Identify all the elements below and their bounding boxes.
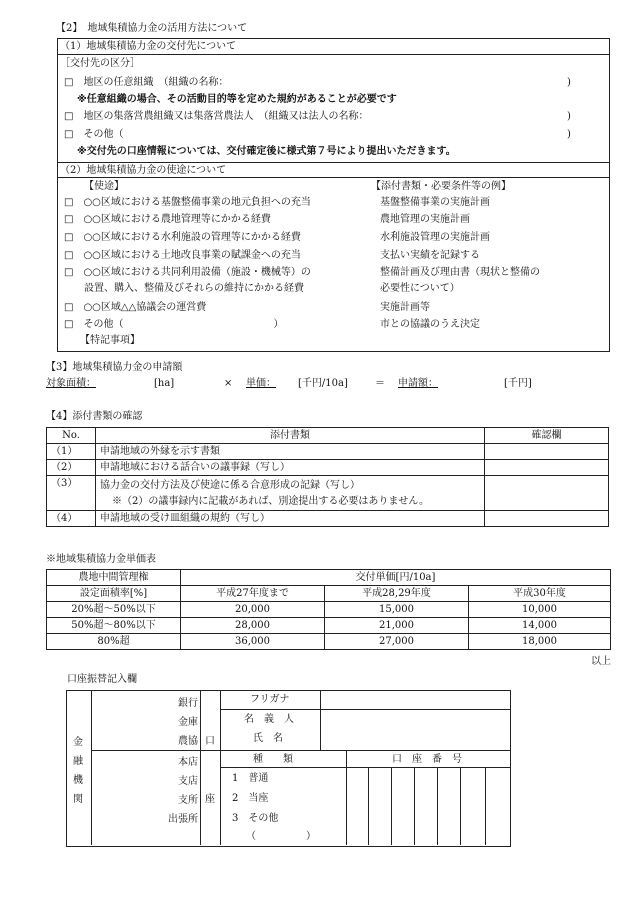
- end-mark: 以上: [591, 656, 611, 667]
- subsection-2-title: （2）地域集積協力金の使途について: [60, 165, 227, 176]
- row-doc: 申請地域の外縁を示す書類: [96, 444, 485, 460]
- check-cell[interactable]: [485, 476, 609, 511]
- area-unit: [ha]: [154, 378, 175, 389]
- price-label: 単価：: [246, 378, 276, 389]
- recipient-option-farming-org[interactable]: □ 地区の集落営農組織又は集落営農法人 （組織又は法人の名称：: [64, 111, 369, 122]
- use-document: 農地管理の実施計画: [380, 214, 470, 225]
- row-doc-note: ※（2）の議事録内に記載があれば、別途提出する必要はありません。: [112, 496, 429, 507]
- type-shucchojo: 出張所: [168, 814, 198, 825]
- rate-table: [46, 569, 611, 650]
- use-document: 基盤整備事業の実施計画: [380, 197, 490, 208]
- rate-value: 10,000: [469, 602, 611, 618]
- rate-row-label: 80%超: [47, 634, 181, 650]
- account-number-input[interactable]: [348, 769, 508, 844]
- use-header: 【使途】: [84, 181, 124, 192]
- bango-label: 口 座 番 号: [392, 754, 462, 765]
- kou-label: 口: [205, 736, 215, 747]
- attachment-table: [46, 427, 609, 527]
- type-other-input[interactable]: （ ）: [246, 831, 316, 842]
- times-sign: ×: [224, 378, 233, 389]
- use-item[interactable]: □ ○○区域における土地改良事業の賦課金への充当: [64, 250, 301, 261]
- paren-close: ): [567, 111, 571, 122]
- use-document: 実施計画等: [380, 302, 430, 313]
- type-futsu[interactable]: 1 普通: [232, 773, 269, 784]
- section-3-title: 【3】地域集積協力金の申請額: [46, 362, 183, 373]
- check-cell[interactable]: [485, 460, 609, 476]
- col-check: 確認欄: [485, 428, 609, 444]
- za-label: 座: [205, 794, 215, 805]
- note-voluntary-org: ※任意組織の場合、その活動目的等を定めた規約があることが必要です: [77, 94, 397, 105]
- type-toza[interactable]: 2 当座: [232, 793, 269, 804]
- apply-label: 申請額：: [398, 378, 438, 389]
- branch-type-list: [150, 753, 198, 829]
- type-shiten: 支店: [178, 776, 198, 787]
- section-2-title: 【2】 地域集積協力金の活用方法について: [56, 23, 248, 34]
- rate-value: 27,000: [325, 634, 469, 650]
- use-item[interactable]: □ その他（ ）: [64, 319, 284, 330]
- use-document: 整備計画及び理由書（現状と整備の: [380, 267, 540, 278]
- rate-h2: 設定面積率[%]: [47, 586, 181, 602]
- check-cell[interactable]: [485, 511, 609, 527]
- row-doc-3: [96, 476, 485, 511]
- row-no: （2）: [47, 460, 96, 476]
- row-no: （3）: [47, 476, 96, 511]
- use-document: 水利施設管理の実施計画: [380, 232, 490, 243]
- rate-value: 36,000: [181, 634, 325, 650]
- unit-price-field[interactable]: [246, 378, 354, 390]
- rate-value: 14,000: [469, 618, 611, 634]
- document-header: 【添付書類・必要条件等の例】: [371, 181, 511, 192]
- recipient-option-voluntary[interactable]: □ 地区の任意組織 （組織の名称：: [64, 77, 229, 88]
- col-doc: 添付書類: [96, 428, 485, 444]
- use-item[interactable]: □ ○○区域における基盤整備事業の地元負担への充当: [64, 197, 311, 208]
- rate-value: 21,000: [325, 618, 469, 634]
- side-char: 機: [73, 775, 83, 786]
- row-doc: 申請地域における話合いの議事録（写し）: [96, 460, 485, 476]
- recipient-option-other[interactable]: □ その他（: [64, 129, 124, 140]
- use-document: 市との協議のうえ決定: [380, 319, 480, 330]
- side-char: 融: [73, 756, 83, 767]
- shimei-label: 氏 名: [253, 733, 283, 744]
- rate-value: 15,000: [325, 602, 469, 618]
- row-no: （1）: [47, 444, 96, 460]
- use-document: 必要性について）: [380, 283, 460, 294]
- type-shisho: 支所: [178, 795, 198, 806]
- type-other[interactable]: 3 その他: [232, 813, 279, 824]
- account-section-title: 口座振替記入欄: [67, 674, 137, 685]
- paren-close: ): [567, 77, 571, 88]
- use-item: 設置、購入、整備及びそれらの維持にかかる経費: [64, 283, 304, 294]
- remarks-label: 【特記事項】: [80, 335, 140, 346]
- bank-type-list: [168, 694, 198, 751]
- holder-name-input[interactable]: [322, 711, 508, 749]
- furigana-label: フリガナ: [250, 694, 290, 705]
- type-honten: 本店: [178, 757, 198, 768]
- meigi-label: 名 義 人: [244, 714, 294, 725]
- rate-col: 平成28,29年度: [325, 586, 469, 602]
- rate-row-label: 50%超～80%以下: [47, 618, 181, 634]
- check-cell[interactable]: [485, 444, 609, 460]
- use-item[interactable]: □ ○○区域における共同利用設備（施設・機械等）の: [64, 267, 311, 278]
- rate-col: 平成27年度まで: [181, 586, 325, 602]
- shurui-label: 種 類: [253, 754, 293, 765]
- use-document: 支払い実績を記録する: [380, 250, 480, 261]
- price-unit: [千円/10a]: [298, 378, 348, 389]
- kinyu-kikan-side: [73, 733, 85, 809]
- rate-value: 28,000: [181, 618, 325, 634]
- equals-sign: ＝: [375, 378, 385, 389]
- use-item[interactable]: □ ○○区域における水利施設の管理等にかかる経費: [64, 232, 301, 243]
- rate-table-title: ※地域集積協力金単価表: [46, 554, 156, 565]
- area-label: 対象面積：: [46, 378, 96, 389]
- side-char: 関: [73, 794, 83, 805]
- rate-h-top: 交付単価[円/10a]: [181, 570, 611, 586]
- note-account-info: ※交付先の口座情報については、交付確定後に様式第７号により提出いただきます。: [77, 146, 456, 157]
- paren-close: ): [567, 129, 571, 140]
- subsection-1-title: （1）地域集積協力金の交付先について: [60, 41, 237, 52]
- type-kinko: 金庫: [178, 717, 198, 728]
- row-no: （4）: [47, 511, 96, 527]
- apply-amount-field[interactable]: [398, 378, 546, 390]
- type-nokyo: 農協: [178, 736, 198, 747]
- rate-value: 18,000: [469, 634, 611, 650]
- area-field[interactable]: [46, 378, 198, 390]
- apply-unit: [千円]: [504, 378, 532, 389]
- use-item[interactable]: □ ○○区域△△協議会の運営費: [64, 302, 207, 313]
- side-char: 金: [73, 737, 83, 748]
- rate-h1: 農地中間管理権: [47, 570, 181, 586]
- recipient-category-label: ［交付先の区分］: [60, 58, 140, 69]
- rate-row-label: 20%超～50%以下: [47, 602, 181, 618]
- rate-value: 20,000: [181, 602, 325, 618]
- row-doc: 申請地域の受け皿組織の規約（写し）: [96, 511, 485, 527]
- use-item[interactable]: □ ○○区域における農地管理等にかかる経費: [64, 214, 271, 225]
- col-no: No.: [47, 428, 96, 444]
- section-4-title: 【4】添付書類の確認: [46, 411, 143, 422]
- type-bank: 銀行: [178, 698, 198, 709]
- rate-col: 平成30年度: [469, 586, 611, 602]
- row-doc: 協力金の交付方法及び使途に係る合意形成の記録（写し）: [100, 480, 360, 491]
